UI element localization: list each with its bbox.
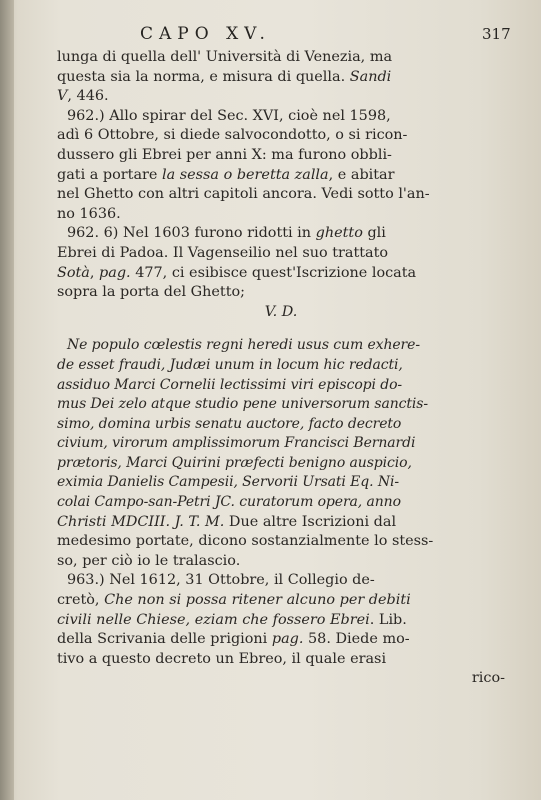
text-segment: prætoris, Marci Quirini præfecti benigno auspicio, xyxy=(57,454,412,471)
text-segment: colai Campo-san-Petri JC. curatorum opera, anno xyxy=(57,494,401,511)
text-segment: civium, virorum amplissimorum Francisci Bernardi xyxy=(57,435,416,452)
text-segment: questa sia la norma, e misura di quella. xyxy=(57,68,350,85)
text-segment: pag. xyxy=(99,264,131,281)
text-segment: Sotà xyxy=(57,264,90,281)
page-number: 317 xyxy=(482,25,511,43)
inscription-heading xyxy=(57,303,505,323)
text-line xyxy=(57,146,505,166)
text-segment: 962.) Allo spirar del Sec. XVI, cioè nel 1598, xyxy=(67,107,391,124)
text-line xyxy=(57,513,505,533)
text-segment: medesimo portate, dicono sostanzialmente lo stess- xyxy=(57,533,434,550)
inscription-line xyxy=(57,473,505,493)
catchword xyxy=(57,669,505,689)
text-segment: eximia Danielis Campesii, Servorii Ursati Eq. Ni- xyxy=(57,474,399,491)
text-segment: 962. 6) Nel 1603 furono ridotti in xyxy=(67,225,316,242)
text-line xyxy=(57,126,505,146)
inscription-line xyxy=(57,395,505,415)
text-segment: cretò, xyxy=(57,592,105,609)
text-line xyxy=(57,205,505,225)
text-segment: tivo a questo decreto un Ebreo, il quale erasi xyxy=(57,650,387,667)
page-gutter xyxy=(0,0,14,800)
text-segment: lunga di quella dell' Università di Venezia, ma xyxy=(57,49,393,65)
text-line xyxy=(57,68,505,88)
text-segment: nel Ghetto con altri capitoli ancora. Vedi sotto l'an- xyxy=(57,186,430,203)
paragraph-963-start xyxy=(57,571,505,591)
inscription-line xyxy=(57,493,505,513)
text-segment: mus Dei zelo atque studio pene universorum sanctis- xyxy=(57,396,428,413)
body-text xyxy=(57,48,505,689)
text-segment: Ebrei di Padoa. Il Vagenseilio nel suo trattato xyxy=(57,244,389,261)
text-line xyxy=(57,611,505,631)
inscription-line xyxy=(57,454,505,474)
text-segment: adì 6 Ottobre, si diede salvocondotto, o si ricon- xyxy=(57,127,408,144)
text-segment: gli xyxy=(362,225,386,242)
text-segment: de esset fraudi, Judæi unum in locum hic redacti, xyxy=(57,356,403,373)
text-segment: dussero gli Ebrei per anni X: ma furono obbli- xyxy=(57,146,392,163)
inscription-line xyxy=(57,376,505,396)
text-segment: Sandi xyxy=(349,68,392,85)
text-line xyxy=(57,591,505,611)
text-segment: Ne populo cœlestis regni heredi usus cum exhere- xyxy=(67,337,420,354)
text-segment: . Lib. xyxy=(369,611,407,628)
inscription-line xyxy=(57,434,505,454)
text-segment: della Scrivania delle prigioni xyxy=(57,631,272,648)
running-head: CAPO XV. xyxy=(140,24,271,44)
text-segment: 477, ci esibisce quest'Iscrizione locata xyxy=(130,264,417,281)
text-segment: rico- xyxy=(471,670,505,687)
text-segment: V xyxy=(57,88,68,105)
text-line xyxy=(57,244,505,264)
text-segment: , 446. xyxy=(67,88,109,105)
text-line xyxy=(57,630,505,650)
text-line xyxy=(57,552,505,572)
text-line xyxy=(57,532,505,552)
text-line xyxy=(57,87,505,107)
text-segment: , e abitar xyxy=(328,166,395,183)
text-line xyxy=(57,48,505,68)
paragraph-962-6-start xyxy=(57,224,505,244)
inscription-line xyxy=(57,336,505,356)
text-segment: Che non si possa ritener alcuno per debiti xyxy=(104,592,411,609)
text-segment: pag. xyxy=(271,631,304,648)
text-line xyxy=(57,283,505,303)
text-segment: 58. Diede mo- xyxy=(303,631,410,648)
text-segment: , xyxy=(89,264,100,281)
page-header xyxy=(0,24,541,46)
text-segment: ghetto xyxy=(315,225,363,242)
text-segment: la sessa o beretta zalla xyxy=(162,166,329,183)
text-segment: gati a portare xyxy=(57,166,162,183)
inscription-line xyxy=(57,415,505,435)
text-segment: so, per ciò io le tralascio. xyxy=(57,552,241,569)
inscription-line xyxy=(57,356,505,376)
text-segment: sopra la porta del Ghetto; xyxy=(57,284,246,301)
text-segment: assiduo Marci Cornelii lectissimi viri episcopi do- xyxy=(57,376,403,393)
text-line xyxy=(57,264,505,284)
text-line xyxy=(57,650,505,670)
text-segment: 963.) Nel 1612, 31 Ottobre, il Collegio de- xyxy=(67,572,375,589)
text-line xyxy=(57,166,505,186)
text-segment: V. D. xyxy=(264,303,298,320)
text-segment: civili nelle Chiese, eziam che fossero Ebrei xyxy=(57,611,370,628)
text-segment: Christi MDCIII. J. T. M. xyxy=(57,513,225,530)
spacer xyxy=(57,322,505,336)
paragraph-962-start xyxy=(57,107,505,127)
text-segment: no 1636. xyxy=(57,205,121,222)
text-segment: Due altre Iscrizioni dal xyxy=(224,513,397,530)
text-line xyxy=(57,185,505,205)
text-segment: simo, domina urbis senatu auctore, facto decreto xyxy=(57,415,402,432)
